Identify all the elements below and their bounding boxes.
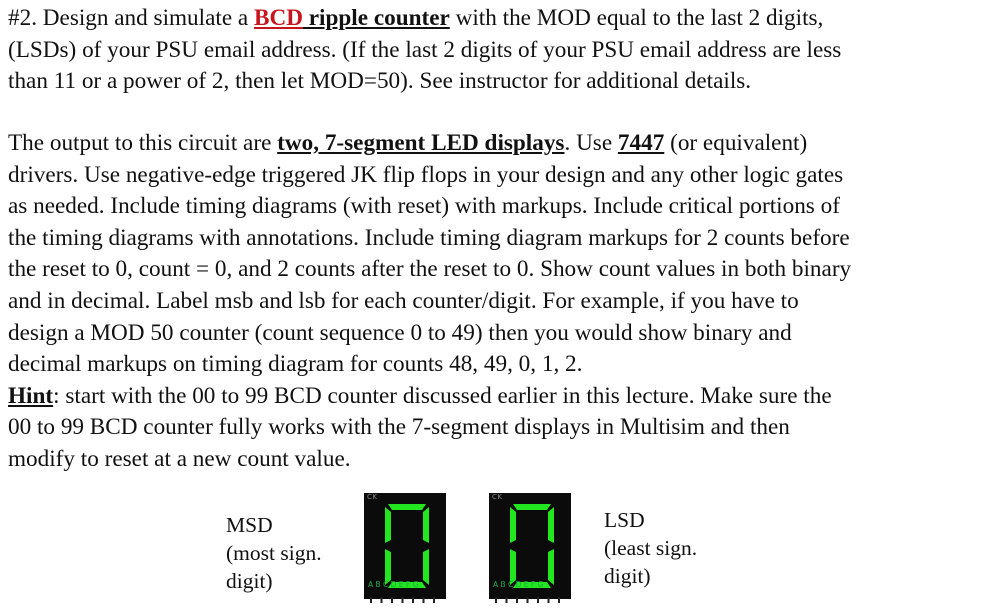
problem-paragraph-2 xyxy=(8,128,978,476)
p2-line-1 xyxy=(8,128,978,160)
p1-line-3: than 11 or a power of 2, then let MOD=50). See instructor for additional details. xyxy=(8,68,752,95)
lsd-label-line-1: LSD xyxy=(604,508,645,532)
lsd-label xyxy=(604,506,697,590)
p2-line-5: the reset to 0, count = 0, and 2 counts after the reset to 0. Show count values in both binary xyxy=(8,256,852,283)
hint-text: : start with the 00 to 99 BCD counter discussed earlier in this lecture. Make sure the xyxy=(53,382,832,409)
seven-segment-display-lsd xyxy=(489,493,571,599)
p1-line-1-text-a: #2. Design and simulate a xyxy=(8,5,254,31)
ck-label: CK xyxy=(492,493,503,501)
p2-line-10: 00 to 99 BCD counter fully works with the 7-segment displays in Multisim and then xyxy=(8,414,790,441)
segment-c xyxy=(423,549,429,585)
ck-label: CK xyxy=(367,493,378,501)
seven-segment-display-msd xyxy=(364,493,446,599)
p2-line-3: as needed. Include timing diagrams (with reset) with markups. Include critical portions of xyxy=(8,193,840,220)
msd-label-line-2: (most sign. xyxy=(226,541,322,565)
msd-label xyxy=(226,511,322,595)
segment-b xyxy=(423,507,429,543)
led-displays-emphasis: two, 7-segment LED displays xyxy=(277,130,565,156)
hint-label: Hint xyxy=(8,382,54,409)
p2-line-1-text-a: The output to this circuit are xyxy=(8,130,278,156)
pin-labels: ABCDEFG xyxy=(493,580,546,589)
segment-c xyxy=(548,549,554,585)
msd-label-line-3: digit) xyxy=(226,569,273,593)
msd-label-line-1: MSD xyxy=(226,513,273,537)
p1-line-1 xyxy=(8,3,978,35)
p2-line-8: decimal markups on timing diagram for counts 48, 49, 0, 1, 2. xyxy=(8,351,583,378)
segment-a xyxy=(513,504,551,510)
p2-line-2: drivers. Use negative-edge triggered JK flip flops in your design and any other logic gates xyxy=(8,161,844,188)
pin-labels: ABCDEFG xyxy=(368,580,421,589)
p2-line-11: modify to reset at a new count value. xyxy=(8,445,351,472)
p2-line-9 xyxy=(8,381,978,413)
bcd-emphasis: BCD xyxy=(254,5,303,31)
p2-line-1-text-b: . Use xyxy=(564,130,618,156)
p2-line-6: and in decimal. Label msb and lsb for each counter/digit. For example, if you have to xyxy=(8,287,799,314)
problem-paragraph-1 xyxy=(8,3,978,98)
segment-f xyxy=(510,507,516,543)
pin-ticks xyxy=(495,597,567,603)
lsd-label-line-3: digit) xyxy=(604,564,651,588)
p2-line-1-text-c: (or equivalent) xyxy=(664,130,808,156)
segment-f xyxy=(385,507,391,543)
driver-7447-emphasis: 7447 xyxy=(617,130,665,156)
ripple-counter-emphasis: ripple counter xyxy=(302,5,450,31)
p1-line-1-text-b: with the MOD equal to the last 2 digits, xyxy=(449,5,824,31)
p2-line-7: design a MOD 50 counter (count sequence 0 to 49) then you would show binary and xyxy=(8,319,792,346)
pin-ticks xyxy=(370,597,442,603)
lsd-label-line-2: (least sign. xyxy=(604,536,698,560)
segment-b xyxy=(548,507,554,543)
p1-line-2: (LSDs) of your PSU email address. (If the last 2 digits of your PSU email address are less xyxy=(8,36,842,63)
segment-a xyxy=(388,504,426,510)
p2-line-4: the timing diagrams with annotations. Include timing diagram markups for 2 counts before xyxy=(8,224,850,251)
